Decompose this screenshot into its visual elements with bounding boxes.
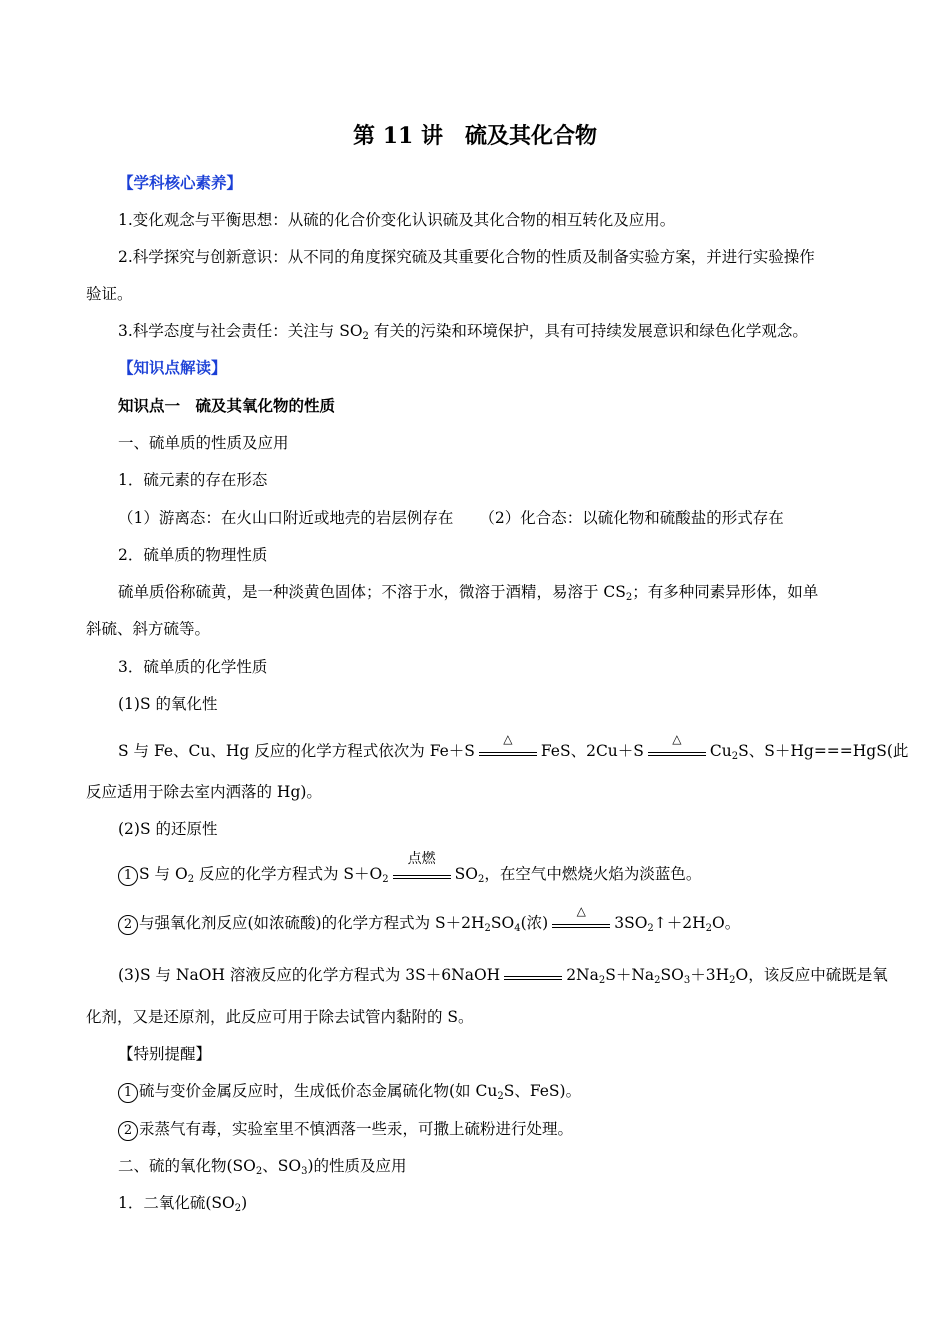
naoh-reaction: (3)S 与 NaOH 溶液反应的化学方程式为 3S＋6NaOH $2Na_2S+Na_2SO_3+3H_2O$，该反应中硫既是氧 [118,966,888,986]
subheading-1-1: 1．硫元素的存在形态 [118,471,268,489]
core-literacy-heading: 【学科核心素养】 [118,173,243,192]
literacy-item-1: 1.变化观念与平衡思想：从硫的化合价变化认识硫及其化合物的相互转化及应用。 [118,211,676,229]
literacy-item-3: 3.科学态度与社会责任：关注与 $SO_2$ 有关的污染和环境保护，具有可持续发展意识和绿色化学观念。 [118,322,808,342]
section-heading-1: 一、硫单质的性质及应用 [118,434,289,452]
tip-item-1: 1 硫与变价金属反应时，生成低价态金属硫化物(如 $Cu_2S$、FeS)。 [118,1080,864,1103]
circled-number: 1 [118,1083,138,1103]
knowledge-point-1: 知识点一 硫及其氧化物的性质 [118,396,336,415]
subheading-1-2: 2．硫单质的物理性质 [118,546,268,564]
circled-number: 1 [118,866,138,886]
physical-props-cont: 斜硫、斜方硫等。 [86,620,211,638]
naoh-reaction-cont: 化剂，又是还原剂，此反应可用于除去试管内黏附的 S。 [86,1008,474,1026]
tip-item-2: 2 汞蒸气有毒，实验室里不慎洒落一些汞，可撒上硫粉进行处理。 [118,1118,864,1141]
existence-states: （1）游离态：在火山口附近或地壳的岩层例存在 （2）化合态：以硫化物和硫酸盐的形式存在 [118,509,784,527]
subheading-2-1: 1．二氧化硫$(SO_2)$ [118,1194,248,1214]
literacy-item-2: 2.科学探究与创新意识：从不同的角度探究硫及其重要化合物的性质及制备实验方案，并进行实验操作 [118,248,815,266]
oxidizing-equations: S 与 Fe、Cu、Hg 反应的化学方程式依次为 Fe＋S △ FeS、2Cu＋S △ $Cu_2S$、S＋Hg===HgS(此 [118,732,909,762]
oxidizing-heading: (1)S 的氧化性 [118,695,218,713]
physical-props: 硫单质俗称硫黄，是一种淡黄色固体；不溶于水，微溶于酒精，易溶于 $CS_2$；有多种同素异形体，如单 [118,583,819,603]
reducing-item-2: 2 与强氧化剂反应(如浓硫酸)的化学方程式为 $S+2H_2SO_4$(浓) △ $3SO_2↑+2H_2O$。 [118,912,864,935]
heat-arrow: △ [479,744,537,756]
knowledge-heading: 【知识点解读】 [118,358,227,377]
heat-arrow: △ [648,744,706,756]
circled-number: 2 [118,1121,138,1141]
oxidizing-equations-cont: 反应适用于除去室内洒落的 Hg)。 [86,783,322,801]
reducing-item-1: 1 S 与 $O_2$ 反应的化学方程式为 $S+O_2$ 点燃 $SO_2$，在空气中燃烧火焰为淡蓝色。 [118,863,864,886]
circled-number: 2 [118,915,138,935]
special-tip-heading: 【特别提醒】 [118,1045,212,1063]
reducing-heading: (2)S 的还原性 [118,820,218,838]
subheading-1-3: 3．硫单质的化学性质 [118,658,268,676]
page-title: 第 11 讲 硫及其化合物 [353,123,597,149]
section-heading-2: 二、硫的氧化物($SO_2$、$SO_3$)的性质及应用 [118,1157,407,1177]
heat-arrow: △ [552,916,610,928]
literacy-item-2-cont: 验证。 [86,285,133,303]
reaction-arrow [504,968,562,980]
ignite-arrow: 点燃 [393,867,451,879]
